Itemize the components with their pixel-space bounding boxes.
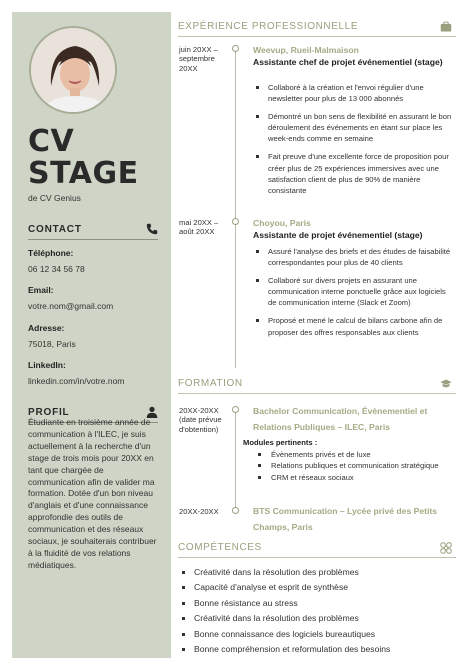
job-bullet: Démontré un bon sens de flexibilité en assurant le bon déroulement des événements en étant sur place les week-ends comme en semaine (256, 111, 456, 144)
phone-label: Téléphone: (28, 248, 74, 258)
job-bullets (256, 246, 456, 345)
graduation-cap-icon (440, 378, 452, 390)
skill-item: Bonne connaissance des logiciels bureautiques (180, 627, 456, 642)
education-heading-label: FORMATION (178, 378, 243, 389)
module-item: CRM et réseaux sociaux (258, 472, 448, 483)
job-company: Choyou, Paris (253, 218, 311, 228)
job-title: Assistante chef de projet événementiel (stage) (253, 57, 443, 67)
phone-value: 06 12 34 56 78 (28, 264, 85, 274)
timeline-dot (232, 406, 239, 413)
job-date: mai 20XX – août 20XX (179, 218, 219, 237)
timeline-dot (232, 218, 239, 225)
email-value[interactable]: votre.nom@gmail.com (28, 301, 114, 311)
job-bullet: Proposé et mené le calcul de bilans carbone afin de proposer des offres responsables aux clients (256, 315, 456, 337)
job-title: Assistante de projet événementiel (stage) (253, 230, 423, 240)
phone-icon (146, 223, 158, 235)
profile-heading-label: PROFIL (28, 407, 70, 418)
email-label: Email: (28, 285, 54, 295)
skills-list (180, 565, 456, 657)
briefcase-icon (440, 21, 452, 33)
job-bullet: Collaboré sur divers projets en assurant une communication interne ponctuelle grâce aux logiciels de communication interne (Slack et Zoom) (256, 275, 456, 308)
skill-item: Créativité dans la résolution des problèmes (180, 611, 456, 626)
address-value: 75018, Paris (28, 339, 76, 349)
skill-item: Bonne résistance au stress (180, 596, 456, 611)
job-bullet: Collaboré à la création et l'envoi régulier d'une newsletter pour plus de 13 000 abonnés (256, 82, 456, 104)
timeline-dot (232, 507, 239, 514)
profile-text: Étudiante en troisième année de communication à l'ILEC, je suis actuellement à la recherche d'un stage de trois mois pour 20XX en tant que chargée de communication afin de valider ma formation. Dotée d'un bon niveau d'anglais et d'une connaissance approfondie des outils de communication et des réseaux sociaux, je souhaiterais contribuer à la fluidité de vos relations médiatiques. (28, 417, 157, 570)
job-bullets (256, 82, 456, 203)
skill-item: Créativité dans la résolution des problèmes (180, 565, 456, 580)
experience-heading (178, 21, 456, 37)
module-item: Relations publiques et communication stratégique (258, 460, 448, 471)
skills-icon (440, 542, 452, 554)
education-degree: Bachelor Communication, Évènementiel et Relations Publiques – ILEC, Paris (253, 406, 428, 432)
skills-heading-label: COMPÉTENCES (178, 542, 262, 553)
skill-item: Capacité d'analyse et esprit de synthèse (180, 580, 456, 595)
job-bullet: Assuré l'analyse des briefs et des études de faisabilité correspondantes pour plus de 40 clients (256, 246, 456, 268)
experience-heading-label: EXPÉRIENCE PROFESSIONNELLE (178, 21, 359, 32)
cv-subtitle: de CV Genius (28, 193, 81, 203)
experience-timeline (235, 46, 236, 368)
modules-title: Modules pertinents : (243, 438, 318, 447)
contact-heading (28, 224, 158, 240)
cv-title: CV STAGE (28, 124, 139, 191)
linkedin-label: LinkedIn: (28, 360, 66, 370)
job-date: juin 20XX – septembre 20XX (179, 45, 218, 73)
education-date: 20XX-20XX (179, 507, 219, 516)
education-date: 20XX-20XX (date prévue d'obtention) (179, 406, 222, 434)
education-degree: BTS Communication – Lycée privé des Petits Champs, Paris (253, 506, 438, 532)
skill-item: Bonne compréhension et reformulation des besoins (180, 642, 456, 657)
education-timeline (235, 410, 236, 514)
job-company: Weevup, Rueil-Malmaison (253, 45, 359, 55)
profile-photo (29, 26, 117, 114)
timeline-dot (232, 45, 239, 52)
education-heading (178, 378, 456, 394)
modules-list (258, 449, 448, 483)
module-item: Évènements privés et de luxe (258, 449, 448, 460)
job-bullet: Fait preuve d'une excellente force de proposition pour créer plus de 25 expériences immersives avec une satisfaction client de plus de 90% de manière consistante (256, 151, 456, 195)
address-label: Adresse: (28, 323, 65, 333)
linkedin-value[interactable]: linkedin.com/in/votre.nom (28, 376, 125, 386)
contact-heading-label: CONTACT (28, 224, 82, 235)
skills-heading (178, 542, 456, 558)
